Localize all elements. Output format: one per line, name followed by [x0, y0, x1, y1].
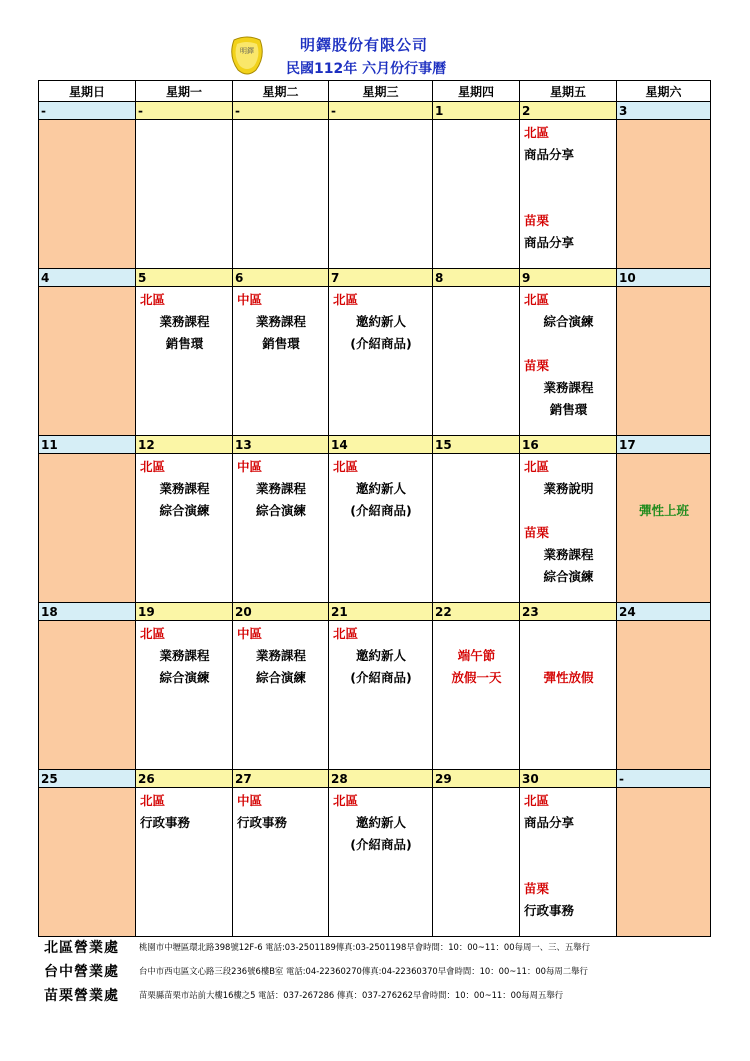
date-cell: 6 — [233, 269, 329, 287]
calendar-subtitle: 民國112年 六月份行事曆 — [286, 61, 447, 77]
event-text: (介紹商品) — [350, 670, 412, 685]
spacer — [524, 856, 613, 878]
region-label: 苗栗 — [524, 881, 550, 896]
event-text: 銷售環 — [262, 336, 300, 351]
weekday-header-row — [39, 81, 711, 102]
date-cell: 18 — [39, 603, 136, 621]
spacer — [524, 623, 613, 645]
day-cell — [233, 621, 329, 770]
spacer — [524, 188, 613, 210]
weekday-header: 星期一 — [136, 81, 233, 102]
event-text: 綜合演練 — [543, 314, 594, 329]
event-text: (介紹商品) — [350, 837, 412, 852]
event-text: 邀約新人 — [355, 481, 406, 496]
office-name: 苗栗營業處 — [44, 988, 119, 1004]
event-text: 業務課程 — [159, 481, 210, 496]
date-cell: 27 — [233, 770, 329, 788]
region-label: 北區 — [524, 125, 550, 140]
day-cell — [329, 788, 433, 937]
day-cell — [233, 454, 329, 603]
date-row — [39, 102, 711, 120]
region-label: 北區 — [524, 793, 550, 808]
date-cell: 22 — [433, 603, 520, 621]
region-label: 北區 — [524, 459, 550, 474]
weekday-header: 星期四 — [433, 81, 520, 102]
date-row — [39, 603, 711, 621]
weekday-header: 星期五 — [520, 81, 617, 102]
date-cell: 13 — [233, 436, 329, 454]
day-cell — [433, 454, 520, 603]
region-label: 苗栗 — [524, 358, 550, 373]
date-cell: 19 — [136, 603, 233, 621]
spacer — [524, 500, 613, 522]
page-header — [0, 30, 750, 82]
day-cell — [329, 120, 433, 269]
spacer — [524, 333, 613, 355]
region-label: 北區 — [333, 459, 359, 474]
day-cell — [329, 287, 433, 436]
region-label: 苗栗 — [524, 525, 550, 540]
region-label: 中區 — [237, 626, 263, 641]
day-cell — [433, 788, 520, 937]
event-text: 邀約新人 — [355, 314, 406, 329]
date-cell: 26 — [136, 770, 233, 788]
region-label: 苗栗 — [524, 213, 550, 228]
day-cell — [39, 120, 136, 269]
event-text: 業務說明 — [543, 481, 594, 496]
day-cell — [39, 454, 136, 603]
date-cell: 23 — [520, 603, 617, 621]
date-cell: 21 — [329, 603, 433, 621]
day-cell — [233, 120, 329, 269]
event-text: 業務課程 — [159, 648, 210, 663]
day-cell — [136, 120, 233, 269]
day-cell — [433, 120, 520, 269]
day-cell — [617, 287, 711, 436]
office-row — [44, 959, 744, 983]
office-info: 苗栗縣苗栗市站前大樓16樓之5 電話：037-267286 傳真：037-276262早會時間：10：00~11：00每周五舉行 — [139, 990, 564, 1000]
date-cell: - — [39, 102, 136, 120]
day-cell — [39, 788, 136, 937]
office-row — [44, 935, 744, 959]
day-cell — [39, 621, 136, 770]
date-cell: 20 — [233, 603, 329, 621]
date-cell: 9 — [520, 269, 617, 287]
events-row — [39, 454, 711, 603]
date-cell: 5 — [136, 269, 233, 287]
date-cell: 29 — [433, 770, 520, 788]
holiday-note: 彈性放假 — [543, 670, 594, 685]
date-cell: 28 — [329, 770, 433, 788]
date-cell: 8 — [433, 269, 520, 287]
date-cell: 25 — [39, 770, 136, 788]
day-cell — [329, 621, 433, 770]
event-text: 商品分享 — [524, 235, 575, 250]
event-text: 綜合演練 — [543, 569, 594, 584]
events-row — [39, 120, 711, 269]
region-label: 北區 — [524, 292, 550, 307]
day-cell — [617, 621, 711, 770]
spacer — [621, 456, 707, 478]
event-text: 商品分享 — [524, 147, 575, 162]
day-cell — [617, 454, 711, 603]
day-cell — [136, 621, 233, 770]
event-text: 邀約新人 — [355, 815, 406, 830]
date-cell: 11 — [39, 436, 136, 454]
date-cell: 17 — [617, 436, 711, 454]
event-text: 銷售環 — [549, 402, 588, 417]
date-cell: - — [617, 770, 711, 788]
spacer — [524, 166, 613, 188]
day-cell — [520, 287, 617, 436]
event-text: (介紹商品) — [350, 336, 412, 351]
region-label: 北區 — [140, 459, 166, 474]
spacer — [621, 478, 707, 500]
date-cell: 7 — [329, 269, 433, 287]
office-info: 桃園市中壢區環北路398號12F-6 電話:03-2501189傳真:03-2501198早會時間：10：00~11：00每周一、三、五舉行 — [139, 942, 590, 952]
event-text: 行政事務 — [237, 815, 288, 830]
weekday-header: 星期二 — [233, 81, 329, 102]
office-name: 台中營業處 — [44, 964, 119, 980]
event-text: 銷售環 — [165, 336, 204, 351]
office-name: 北區營業處 — [44, 940, 119, 956]
svg-text:明鐸: 明鐸 — [240, 47, 254, 55]
day-cell — [520, 120, 617, 269]
event-text: 業務課程 — [159, 314, 210, 329]
day-cell — [329, 454, 433, 603]
day-cell — [520, 454, 617, 603]
day-cell — [233, 287, 329, 436]
date-cell: 15 — [433, 436, 520, 454]
date-cell: 12 — [136, 436, 233, 454]
region-label: 北區 — [333, 793, 359, 808]
date-cell: - — [329, 102, 433, 120]
day-cell — [433, 621, 520, 770]
day-cell — [136, 454, 233, 603]
event-text: 綜合演練 — [159, 670, 210, 685]
day-cell — [136, 788, 233, 937]
office-footer — [44, 935, 744, 1007]
event-text: 業務課程 — [255, 314, 306, 329]
spacer — [524, 645, 613, 667]
day-cell — [233, 788, 329, 937]
event-text: 綜合演練 — [255, 670, 306, 685]
office-row — [44, 983, 744, 1007]
holiday-note: 端午節 — [457, 648, 496, 663]
weekday-header: 星期六 — [617, 81, 711, 102]
company-logo — [228, 36, 266, 76]
date-row — [39, 770, 711, 788]
date-cell: 30 — [520, 770, 617, 788]
event-text: 業務課程 — [543, 547, 594, 562]
day-cell — [520, 621, 617, 770]
region-label: 中區 — [237, 793, 263, 808]
region-label: 北區 — [140, 793, 166, 808]
date-row — [39, 436, 711, 454]
company-name: 明鐸股份有限公司 — [300, 36, 429, 54]
date-cell: 14 — [329, 436, 433, 454]
event-text: 行政事務 — [524, 903, 575, 918]
date-row — [39, 269, 711, 287]
day-cell — [520, 788, 617, 937]
day-cell — [39, 287, 136, 436]
day-cell — [136, 287, 233, 436]
event-text: (介紹商品) — [350, 503, 412, 518]
office-info: 台中市西屯區文心路三段236號6樓B室 電話:04-22360270傳真:04-22360370早會時間：10：00~11：00每周二舉行 — [139, 966, 588, 976]
day-cell — [433, 287, 520, 436]
events-row — [39, 287, 711, 436]
holiday-note: 放假一天 — [451, 670, 502, 685]
date-cell: 3 — [617, 102, 711, 120]
region-label: 北區 — [140, 292, 166, 307]
events-row — [39, 621, 711, 770]
events-row — [39, 788, 711, 937]
weekday-header: 星期三 — [329, 81, 433, 102]
date-cell: 24 — [617, 603, 711, 621]
date-cell: 1 — [433, 102, 520, 120]
spacer — [524, 834, 613, 856]
date-cell: 10 — [617, 269, 711, 287]
weekday-header: 星期日 — [39, 81, 136, 102]
date-cell: - — [233, 102, 329, 120]
holiday-note: 彈性上班 — [638, 503, 689, 518]
calendar-table — [38, 80, 711, 937]
event-text: 商品分享 — [524, 815, 575, 830]
day-cell — [617, 788, 711, 937]
date-cell: 2 — [520, 102, 617, 120]
calendar-body — [39, 81, 711, 937]
event-text: 綜合演練 — [255, 503, 306, 518]
event-text: 業務課程 — [255, 648, 306, 663]
event-text: 綜合演練 — [159, 503, 210, 518]
event-text: 行政事務 — [140, 815, 191, 830]
region-label: 中區 — [237, 292, 263, 307]
event-text: 邀約新人 — [355, 648, 406, 663]
date-cell: 4 — [39, 269, 136, 287]
day-cell — [617, 120, 711, 269]
spacer — [437, 623, 516, 645]
event-text: 業務課程 — [255, 481, 306, 496]
date-cell: - — [136, 102, 233, 120]
region-label: 北區 — [333, 626, 359, 641]
event-text: 業務課程 — [543, 380, 594, 395]
region-label: 北區 — [140, 626, 166, 641]
date-cell: 16 — [520, 436, 617, 454]
region-label: 中區 — [237, 459, 263, 474]
region-label: 北區 — [333, 292, 359, 307]
